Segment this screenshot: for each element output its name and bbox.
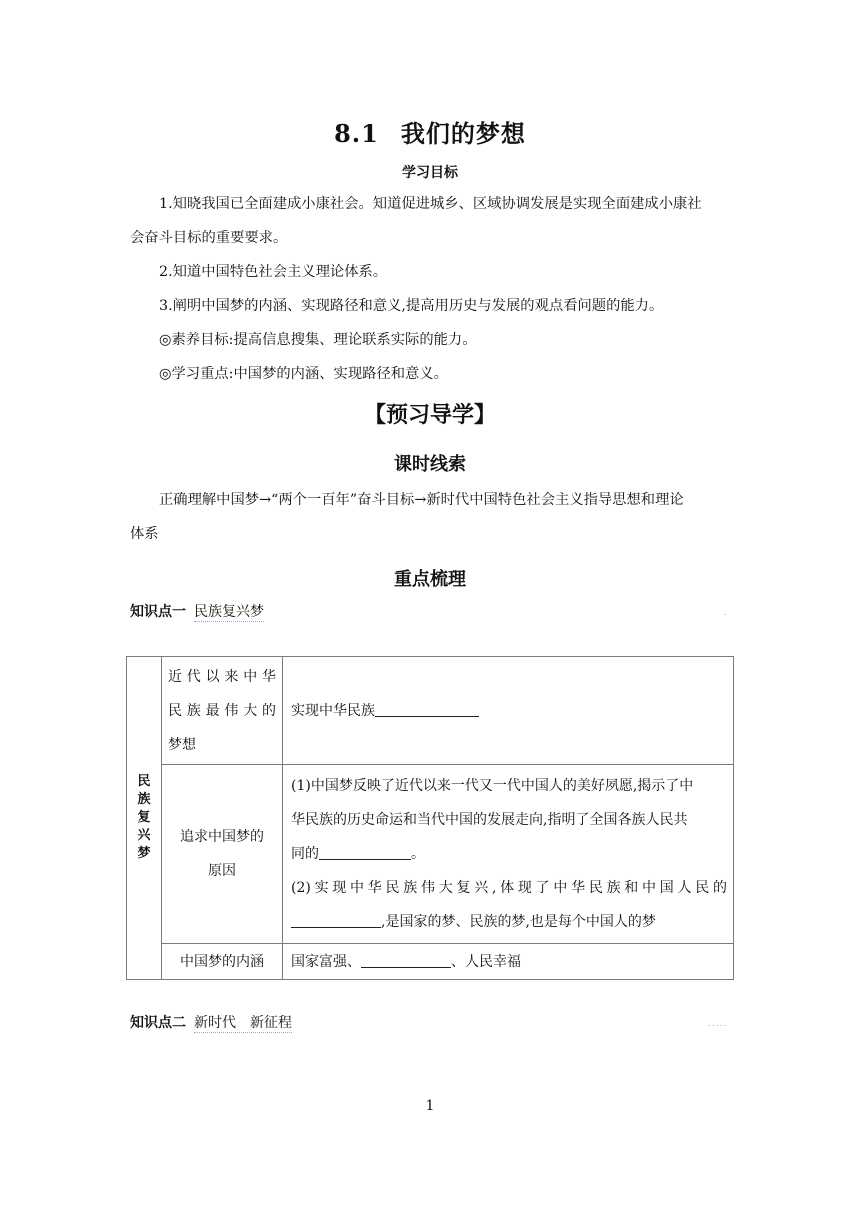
side-char: 民 [137, 774, 151, 789]
row-head-line: 梦想 [168, 736, 196, 753]
fill-in-blank[interactable] [375, 698, 479, 717]
clue-heading: 课时线索 [394, 454, 466, 475]
row-head-line: 追求中国梦的 [180, 829, 264, 845]
reason-1-line-3 [291, 837, 727, 871]
knowledge-point-1-label: 知识点一 [130, 604, 186, 620]
content-text: 实现中华民族 [291, 702, 375, 719]
dream-table [126, 656, 734, 980]
content-text: 国家富强、 [291, 953, 361, 970]
reason-2-line-2 [291, 905, 727, 939]
knowledge-point-2-topic: 新时代 新征程 [194, 1015, 292, 1031]
side-char: 梦 [137, 846, 151, 861]
knowledge-point-2-dots: ..... [708, 1019, 728, 1029]
fill-in-blank[interactable] [361, 949, 451, 968]
key-points-heading: 重点梳理 [394, 569, 466, 590]
row-head-line: 近代以来中华 [168, 668, 276, 685]
content-text: 、人民幸福 [451, 953, 521, 970]
objective-1-line-2: 会奋斗目标的重要要求。 [130, 230, 288, 246]
side-char: 复 [137, 810, 151, 825]
row-head-line: 原因 [208, 863, 236, 879]
row-content-greatest-dream [283, 657, 734, 765]
table-row [127, 657, 734, 765]
fill-in-blank[interactable] [319, 841, 411, 860]
objectives-heading: 学习目标 [402, 165, 458, 181]
page-number: 1 [425, 1098, 435, 1114]
objectives-list [130, 187, 734, 391]
study-focus: ◎学习重点:中国梦的内涵、实现路径和意义。 [159, 366, 448, 382]
reason-1-line-1: (1)中国梦反映了近代以来一代又一代中国人的美好夙愿,揭示了中 [291, 778, 694, 794]
table-row [127, 944, 734, 980]
preview-heading: 【预习导学】 [363, 403, 496, 428]
row-head-reasons [162, 765, 283, 944]
objective-2: 2.知道中国特色社会主义理论体系。 [159, 264, 388, 280]
objective-1-line-1: 1.知晓我国已全面建成小康社会。知道促进城乡、区域协调发展是实现全面建成小康社 [159, 196, 702, 212]
row-content-reasons [283, 765, 734, 944]
content-text: 。 [411, 846, 425, 862]
row-head-connotation: 中国梦的内涵 [162, 944, 283, 980]
content-text: ,是国家的梦、民族的梦,也是每个中国人的梦 [381, 914, 656, 930]
knowledge-point-2-label: 知识点二 [130, 1015, 186, 1031]
reason-1-line-2: 华民族的历史命运和当代中国的发展走向,指明了全国各族人民共 [291, 812, 688, 828]
reason-2-line-1: (2)实现中华民族伟大复兴,体现了中华民族和中国人民的 [291, 880, 727, 896]
side-label-cell [127, 657, 162, 980]
table-row [127, 765, 734, 944]
fill-in-blank[interactable] [291, 909, 381, 928]
row-content-connotation [283, 944, 734, 980]
clue-text [130, 483, 734, 551]
clue-line-2: 体系 [130, 526, 159, 542]
literacy-goal: ◎素养目标:提高信息搜集、理论联系实际的能力。 [159, 332, 477, 348]
section-title: 我们的梦想 [400, 120, 526, 148]
side-char: 族 [137, 792, 151, 807]
knowledge-point-1-dots: . [724, 608, 728, 618]
row-head-line: 民族最伟大的 [168, 702, 276, 719]
page-title [0, 114, 860, 149]
row-head-greatest-dream [162, 657, 283, 765]
knowledge-point-2 [130, 1012, 292, 1032]
knowledge-point-1 [130, 601, 264, 621]
clue-line-1: 正确理解中国梦→“两个一百年”奋斗目标→新时代中国特色社会主义指导思想和理论 [159, 492, 684, 508]
section-number: 8.1 [334, 119, 379, 148]
side-char: 兴 [137, 828, 151, 843]
knowledge-point-1-topic: 民族复兴梦 [194, 604, 264, 620]
objective-3: 3.阐明中国梦的内涵、实现路径和意义,提高用历史与发展的观点看问题的能力。 [159, 298, 664, 314]
content-text: 同的 [291, 846, 319, 862]
